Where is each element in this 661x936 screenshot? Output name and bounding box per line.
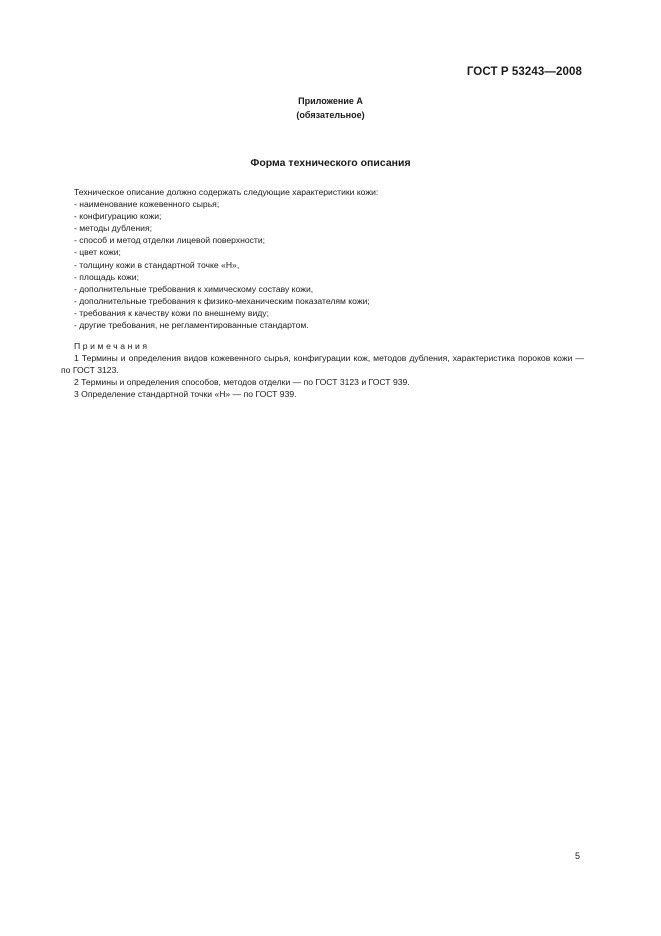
note-item: 2 Термины и определения способов, методов отделки — по ГОСТ 3123 и ГОСТ 939. — [74, 377, 410, 388]
list-item: - конфигурацию кожи; — [74, 211, 162, 222]
note-item: 3 Определение стандартной точки «Н» — по ГОСТ 939. — [74, 389, 297, 400]
list-item: - способ и метод отделки лицевой поверхности; — [74, 235, 266, 246]
document-code: ГОСТ Р 53243—2008 — [466, 66, 582, 78]
list-item: - дополнительные требования к физико-механическим показателям кожи; — [74, 295, 370, 306]
note-item: 1 Термины и определения видов кожевенного сырья, конфигурации кож, методов дубления, характеристика пороков кожи — по ГОСТ 3123. — [61, 353, 584, 376]
list-item: - требования к качеству кожи по внешнему виду; — [74, 307, 269, 318]
notes-block — [61, 340, 584, 400]
intro-paragraph: Техническое описание должно содержать следующие характеристики кожи: — [74, 187, 379, 197]
list-item: - площадь кожи; — [74, 271, 139, 282]
list-item: - наименование кожевенного сырья; — [74, 199, 220, 210]
list-item: - дополнительные требования к химическому составу кожи, — [74, 283, 314, 294]
description-body — [74, 186, 584, 331]
list-item: - толщину кожи в стандартной точке «Н», — [74, 259, 240, 270]
list-item: - методы дубления; — [74, 223, 152, 234]
characteristics-list — [74, 198, 584, 331]
notes-heading: Примечания — [74, 341, 150, 351]
list-item: - другие требования, не регламентированные стандартом. — [74, 320, 309, 331]
appendix-status: (обязательное) — [296, 110, 365, 120]
page-number: 5 — [574, 851, 580, 861]
section-title: Форма технического описания — [250, 157, 411, 169]
list-item: - цвет кожи; — [74, 247, 121, 258]
appendix-title: Приложение А — [298, 96, 363, 106]
